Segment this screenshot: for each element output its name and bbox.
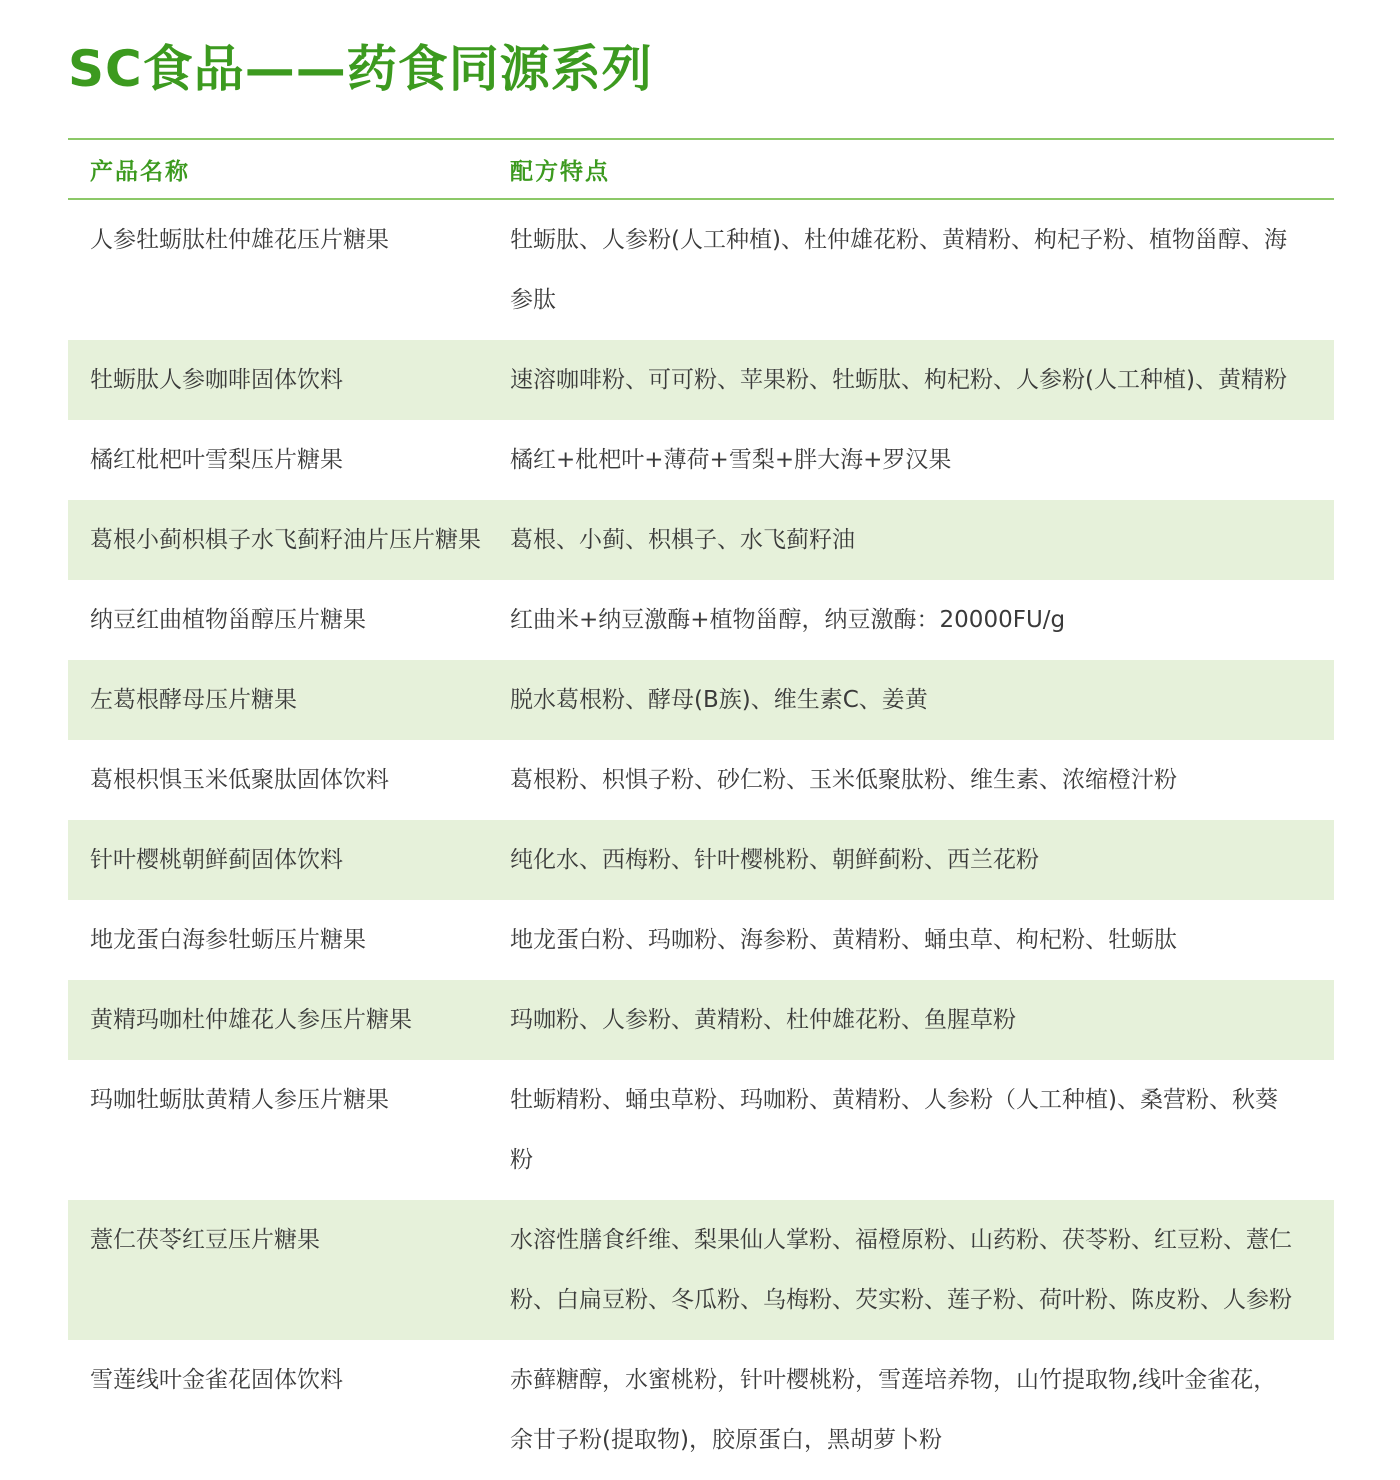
formula-cell: 地龙蛋白粉、玛咖粉、海参粉、黄精粉、蛹虫草、枸杞粉、牡蛎肽 [510,927,1177,953]
formula-cell: 水溶性膳食纤维、梨果仙人掌粉、福橙原粉、山药粉、茯苓粉、红豆粉、薏仁粉、白扁豆粉、冬瓜粉、乌梅粉、芡实粉、莲子粉、荷叶粉、陈皮粉、人参粉 [510,1227,1292,1313]
table-row [68,420,1334,500]
product-name-cell: 纳豆红曲植物甾醇压片糖果 [90,607,366,633]
header-product-name: 产品名称 [90,158,190,185]
product-name-cell: 地龙蛋白海参牡蛎压片糖果 [90,927,366,953]
formula-cell: 牡蛎精粉、蛹虫草粉、玛咖粉、黄精粉、人参粉（人工种植)、桑营粉、秋葵粉 [510,1087,1278,1173]
table-row [68,340,1334,420]
product-name-cell: 薏仁茯苓红豆压片糖果 [90,1227,320,1253]
product-name-cell: 葛根小蓟枳椇子水飞蓟籽油片压片糖果 [90,527,481,553]
formula-cell: 葛根、小蓟、枳椇子、水飞蓟籽油 [510,527,855,553]
product-name-cell: 葛根枳惧玉米低聚肽固体饮料 [90,767,389,793]
product-table [68,138,1334,1480]
product-name-cell: 牡蛎肽人参咖啡固体饮料 [90,367,343,393]
product-name-cell: 橘红枇杷叶雪梨压片糖果 [90,447,343,473]
table-row [68,1340,1334,1480]
formula-cell: 纯化水、西梅粉、针叶樱桃粉、朝鲜蓟粉、西兰花粉 [510,847,1039,873]
table-row [68,900,1334,980]
table-row [68,580,1334,660]
table-row [68,980,1334,1060]
page-title: SC食品——药食同源系列 [68,40,653,98]
formula-cell: 橘红+枇杷叶+薄荷+雪梨+胖大海+罗汉果 [510,447,952,473]
table-row [68,660,1334,740]
table-row [68,1200,1334,1340]
table-row [68,500,1334,580]
formula-cell: 葛根粉、枳惧子粉、砂仁粉、玉米低聚肽粉、维生素、浓缩橙汁粉 [510,767,1177,793]
table-body [68,200,1334,1480]
formula-cell: 赤藓糖醇，水蜜桃粉，针叶樱桃粉，雪莲培养物，山竹提取物,线叶金雀花，余甘子粉(提取物)，胶原蛋白，黑胡萝卜粉 [510,1367,1277,1453]
table-row [68,1060,1334,1200]
product-name-cell: 左葛根酵母压片糖果 [90,687,297,713]
product-name-cell: 雪莲线叶金雀花固体饮料 [90,1367,343,1393]
header-formula: 配方特点 [510,158,610,185]
table-row [68,200,1334,340]
formula-cell: 速溶咖啡粉、可可粉、苹果粉、牡蛎肽、枸杞粉、人参粉(人工种植)、黄精粉 [510,367,1287,393]
product-name-cell: 黄精玛咖杜仲雄花人参压片糖果 [90,1007,412,1033]
formula-cell: 玛咖粉、人参粉、黄精粉、杜仲雄花粉、鱼腥草粉 [510,1007,1016,1033]
product-name-cell: 人参牡蛎肽杜仲雄花压片糖果 [90,227,389,253]
formula-cell: 牡蛎肽、人参粉(人工种植)、杜仲雄花粉、黄精粉、枸杞子粉、植物甾醇、海参肽 [510,227,1287,313]
formula-cell: 红曲米+纳豆激酶+植物甾醇，纳豆激酶：20000FU/g [510,607,1066,633]
product-name-cell: 针叶樱桃朝鲜蓟固体饮料 [90,847,343,873]
table-row [68,820,1334,900]
table-row [68,740,1334,820]
formula-cell: 脱水葛根粉、酵母(B族)、维生素C、姜黄 [510,687,928,713]
table-header [68,138,1334,200]
product-name-cell: 玛咖牡蛎肽黄精人参压片糖果 [90,1087,389,1113]
